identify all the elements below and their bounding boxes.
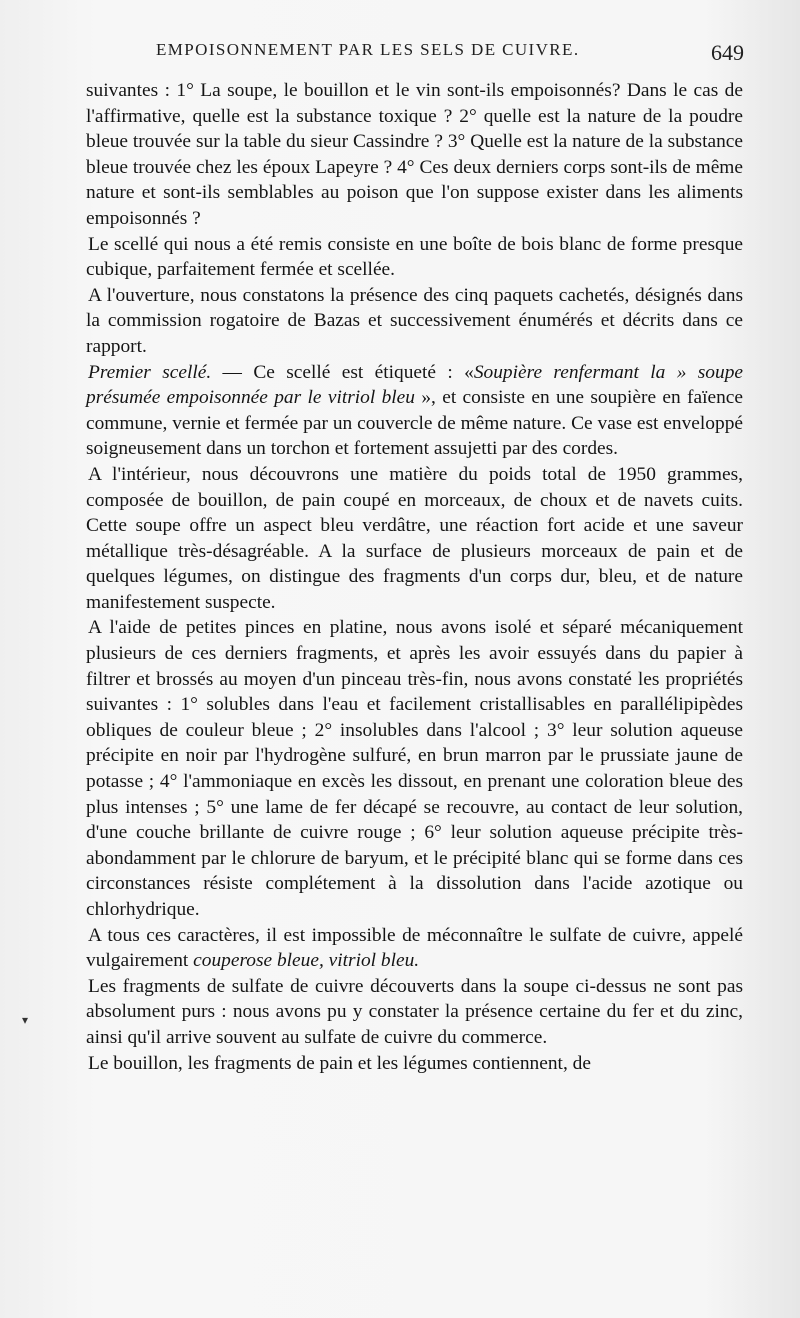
body-text: [86, 78, 743, 1076]
page-header: [86, 38, 746, 70]
paragraph-caracteres: [86, 923, 743, 974]
paragraph-ouverture: A l'ouverture, nous constatons la présence des cinq paquets cachetés, désignés dans la commission rogatoire de Bazas et successivement énumérés et décrits dans ce rapport.: [86, 284, 743, 357]
caracteres-italic-names: couperose bleue, vitriol bleu.: [193, 950, 420, 972]
paragraph-scelle-remis: Le scellé qui nous a été remis consiste en une boîte de bois blanc de forme presque cubique, parfaitement fermée et scellée.: [86, 233, 743, 281]
margin-mark: ▾: [22, 1013, 29, 1027]
premier-scelle-dash: — Ce scellé est étiqueté : «: [211, 361, 474, 383]
paragraph-premier-scelle: [86, 360, 743, 462]
page-number: 649: [711, 40, 744, 65]
premier-scelle-label: Premier scellé.: [88, 361, 212, 383]
paragraph-questions: suivantes : 1° La soupe, le bouillon et le vin sont-ils empoisonnés? Dans le cas de l'affirmative, quelle est la substance toxique ? 2° quelle est la nature de la poudre bleue trouvée sur la table du sieur Cassindre ? 3° Quelle est la nature de la substance bleue trouvée chez les époux Lapeyre ? 4° Ces deux derniers corps sont-ils de même nature et sont-ils semblables au poison que l'on suppose exister dans les aliments empoisonnés ?: [86, 80, 743, 229]
running-title: EMPOISONNEMENT PAR LES SELS DE CUIVRE.: [156, 40, 580, 59]
paragraph-fragments-sulfate: Les fragments de sulfate de cuivre découverts dans la soupe ci-dessus ne sont pas absolument purs : nous avons pu y constater la présence certaine du fer et du zinc, ainsi qu'il arrive souvent au sulfate de cuivre du commerce.: [86, 975, 743, 1048]
paragraph-bouillon: Le bouillon, les fragments de pain et les légumes contiennent, de: [88, 1052, 591, 1074]
paragraph-pinces-platine: A l'aide de petites pinces en platine, nous avons isolé et séparé mécaniquement plusieurs de ces derniers fragments, et après les avoir essuyés dans du papier à filtrer et brossés au moyen d'un pinceau très-fin, nous avons constaté les propriétés suivantes : 1° solubles dans l'eau et facilement cristallisables en parallélipipèdes obliques de couleur bleue ; 2° insolubles dans l'alcool ; 3° leur solution aqueuse précipite en noir par l'hydrogène sulfuré, en brun marron par le prussiate jaune de potasse ; 4° l'ammoniaque en excès les dissout, en prenant une coloration bleue des plus intenses ; 5° une lame de fer décapé se recouvre, au contact de leur solution, d'une couche brillante de cuivre rouge ; 6° leur solution aqueuse précipite très-abondamment par le chlorure de baryum, et le précipité blanc qui se forme dans ces circonstances résiste complétement à la dissolution dans l'acide azotique ou chlorhydrique.: [86, 617, 743, 920]
paragraph-interieur: A l'intérieur, nous découvrons une matière du poids total de 1950 grammes, composée de bouillon, de pain coupé en morceaux, de choux et de navets cuits. Cette soupe offre un aspect bleu verdâtre, une réaction fort acide et une saveur métallique très-désagréable. A la surface de plusieurs morceaux de pain et de quelques légumes, on distingue des fragments d'un corps dur, bleu, et de nature manifestement suspecte.: [86, 463, 743, 613]
premier-scelle-quote: Soupière renfermant la » soupe présumée empoisonnée par le vitriol bleu: [86, 361, 743, 409]
caracteres-start: A tous ces caractères, il est impossible de méconnaître le sulfate de cuivre, appelé vulgairement: [86, 924, 743, 972]
premier-scelle-rest: », et consiste en une soupière en faïence commune, vernie et fermée par un couvercle de même nature. Ce vase est enveloppé soigneusement dans un torchon et fortement assujetti par des cordes.: [86, 387, 744, 460]
